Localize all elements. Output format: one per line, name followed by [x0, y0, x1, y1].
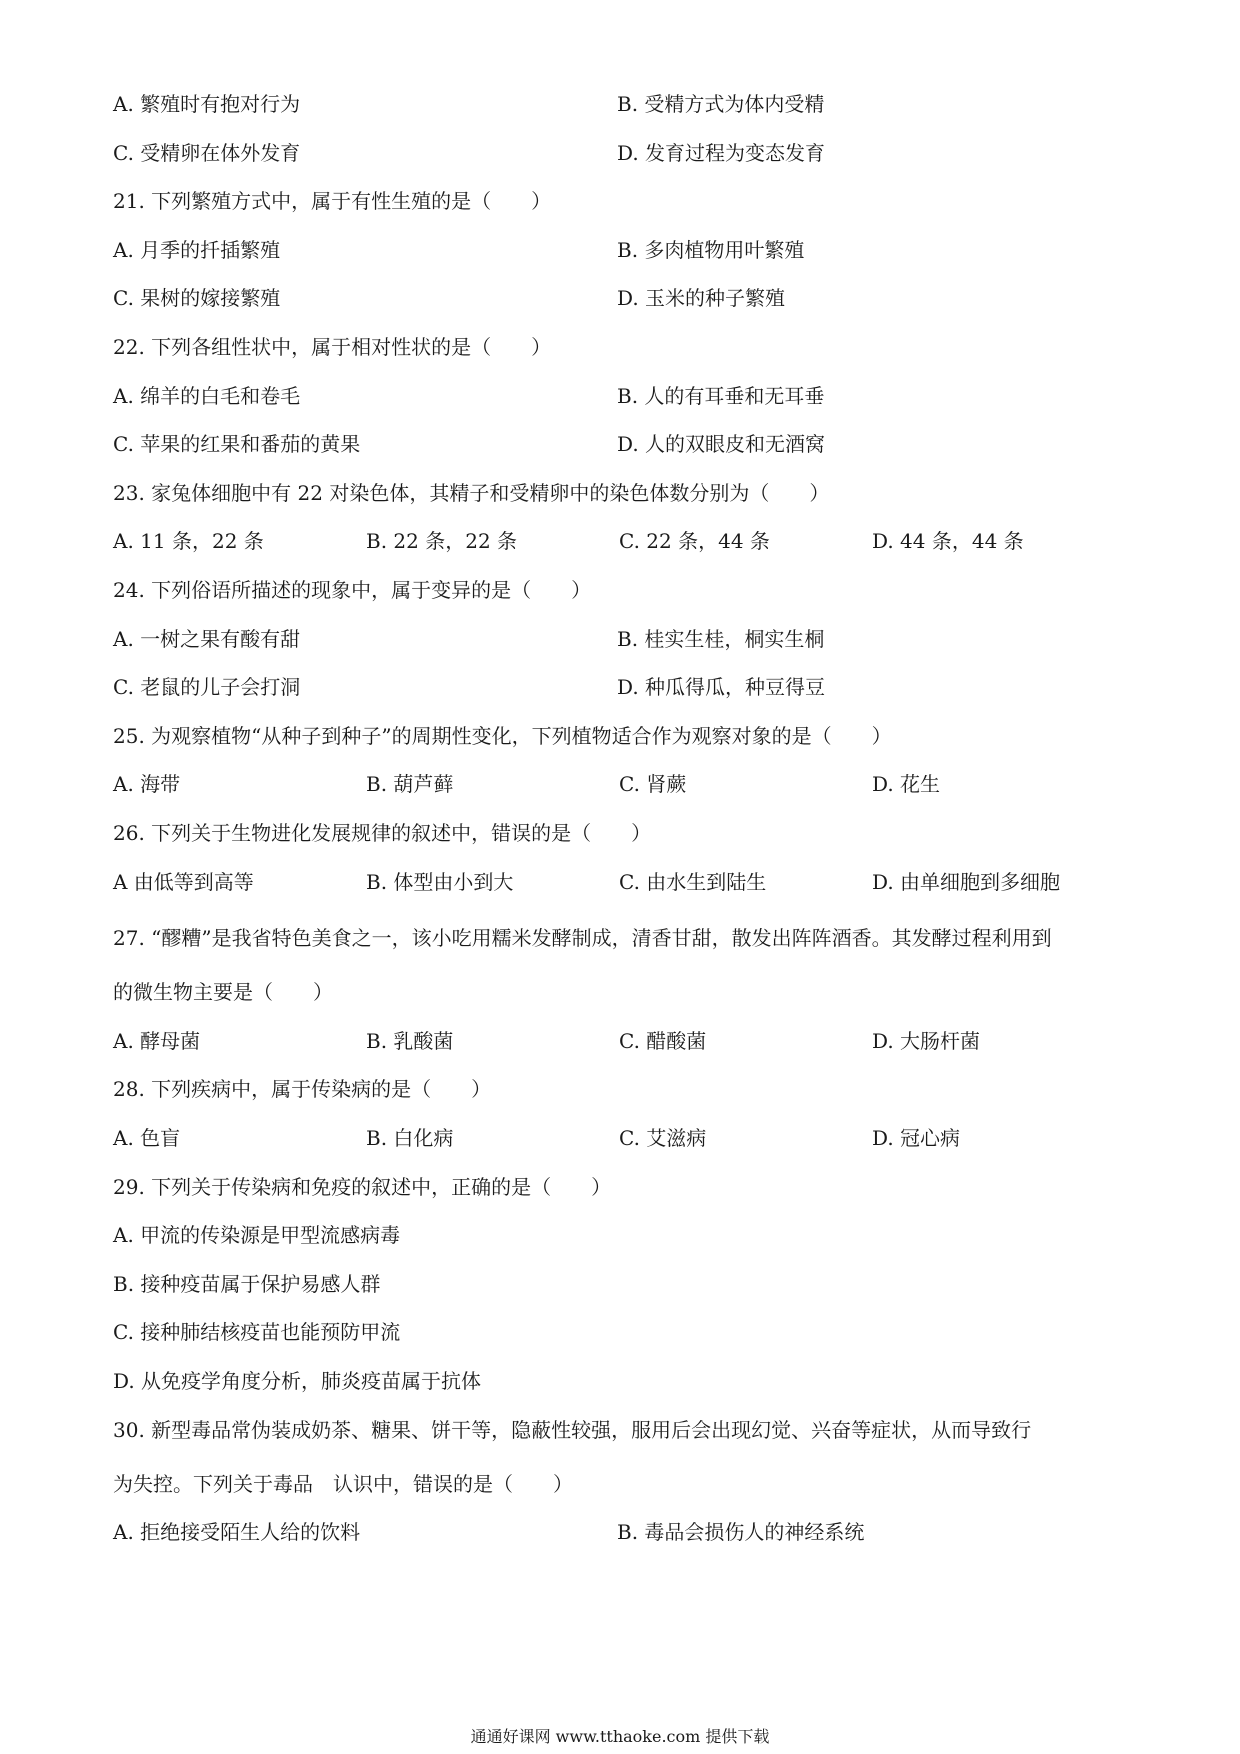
- option-c: C. 老鼠的儿子会打洞: [113, 675, 301, 700]
- footer-text: 通通好课网 www.tthaoke.com 提供下载: [470, 1727, 770, 1746]
- option-d: D. 从免疫学角度分析，肺炎疫苗属于抗体: [113, 1369, 482, 1393]
- option-d: D. 花生: [872, 772, 941, 797]
- option-d: D. 冠心病: [872, 1126, 961, 1150]
- option-c: C. 果树的嫁接繁殖: [113, 286, 281, 311]
- option-c: C. 醋酸菌: [619, 1028, 707, 1053]
- question-stem: 24. 下列俗语所描述的现象中，属于变异的是（ ）: [113, 578, 592, 602]
- option-a: A. 月季的扦插繁殖: [113, 237, 281, 262]
- question-stem: 为失控。下列关于毒品 认识中，错误的是（ ）: [113, 1471, 573, 1496]
- option-d: D. 人的双眼皮和无酒窝: [617, 432, 826, 457]
- question-stem: 27. “醪糟”是我省特色美食之一，该小吃用糯米发酵制成，清香甘甜，散发出阵阵酒香。其发酵过程利用到: [113, 926, 1052, 951]
- option-c: C. 由水生到陆生: [619, 869, 767, 894]
- question-stem: 22. 下列各组性状中，属于相对性状的是（ ）: [113, 335, 552, 359]
- option-c: C. 肾蕨: [619, 772, 687, 797]
- question-stem: 的微生物主要是（ ）: [113, 980, 333, 1005]
- option-b: B. 人的有耳垂和无耳垂: [617, 383, 825, 408]
- question-stem: 23. 家兔体细胞中有 22 对染色体，其精子和受精卵中的染色体数分别为（ ）: [113, 480, 830, 505]
- option-a: A. 甲流的传染源是甲型流感病毒: [113, 1223, 401, 1248]
- question-stem: 26. 下列关于生物进化发展规律的叙述中，错误的是（ ）: [113, 821, 652, 845]
- question-stem: 29. 下列关于传染病和免疫的叙述中，正确的是（ ）: [113, 1174, 612, 1199]
- option-a: A. 酵母菌: [113, 1028, 201, 1053]
- option-a: A. 海带: [113, 772, 181, 797]
- option-d: D. 种瓜得瓜，种豆得豆: [617, 675, 826, 700]
- option-d: D. 由单细胞到多细胞: [872, 869, 1061, 894]
- question-stem: 21. 下列繁殖方式中，属于有性生殖的是（ ）: [113, 189, 552, 214]
- option-a: A. 拒绝接受陌生人给的饮料: [113, 1520, 361, 1545]
- option-a: A. 色盲: [113, 1126, 181, 1150]
- option-c: C. 接种肺结核疫苗也能预防甲流: [113, 1320, 401, 1345]
- option-c: C. 22 条，44 条: [619, 529, 770, 554]
- option-b: B. 22 条，22 条: [366, 529, 518, 554]
- option-c: C. 艾滋病: [619, 1126, 707, 1150]
- option-d: D. 玉米的种子繁殖: [617, 286, 786, 311]
- option-b: B. 体型由小到大: [366, 869, 514, 894]
- option-c: C. 苹果的红果和番茄的黄果: [113, 432, 361, 457]
- option-a: A. 一树之果有酸有甜: [113, 626, 301, 651]
- option-d: D. 发育过程为变态发育: [617, 140, 826, 165]
- option-d: D. 44 条，44 条: [872, 529, 1024, 554]
- option-d: D. 大肠杆菌: [872, 1028, 981, 1053]
- question-stem: 30. 新型毒品常伪装成奶茶、糖果、饼干等，隐蔽性较强，服用后会出现幻觉、兴奋等症状，从而导致行: [113, 1417, 1032, 1442]
- option-a: A 由低等到高等: [113, 869, 254, 894]
- option-b: B. 桂实生桂，桐实生桐: [617, 626, 825, 651]
- question-stem: 25. 为观察植物“从种子到种子”的周期性变化，下列植物适合作为观察对象的是（ ）: [113, 723, 892, 748]
- option-b: B. 白化病: [366, 1126, 454, 1150]
- option-b: B. 葫芦藓: [366, 772, 454, 797]
- option-b: B. 接种疫苗属于保护易感人群: [113, 1271, 381, 1296]
- option-a: A. 繁殖时有抱对行为: [113, 92, 301, 116]
- option-a: A. 11 条，22 条: [113, 529, 264, 554]
- option-b: B. 毒品会损伤人的神经系统: [617, 1520, 865, 1545]
- option-b: B. 受精方式为体内受精: [617, 92, 825, 116]
- option-b: B. 多肉植物用叶繁殖: [617, 237, 805, 262]
- option-a: A. 绵羊的白毛和卷毛: [113, 383, 301, 408]
- option-c: C. 受精卵在体外发育: [113, 140, 301, 165]
- question-stem: 28. 下列疾病中，属于传染病的是（ ）: [113, 1077, 492, 1102]
- option-b: B. 乳酸菌: [366, 1028, 454, 1053]
